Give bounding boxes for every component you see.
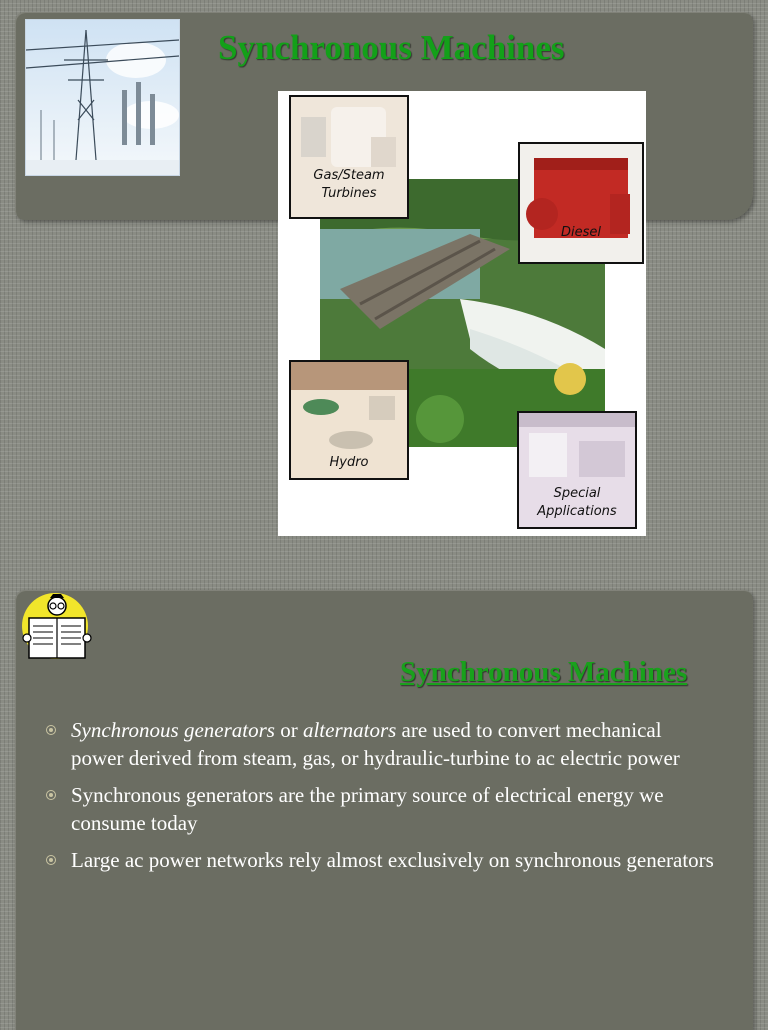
gas-steam-label: Gas/Steam Turbines xyxy=(313,168,385,201)
newspaper-reader-icon xyxy=(19,592,95,664)
slide-title: Synchronous Machines xyxy=(400,656,688,688)
special-applications-label: Special Applications xyxy=(537,486,617,519)
bullet-list xyxy=(46,716,716,883)
bullet-conjunction: or xyxy=(274,718,303,742)
diesel-label: Diesel xyxy=(560,225,601,240)
page-title: Synchronous Machines xyxy=(218,28,565,67)
diesel-thumb xyxy=(518,142,644,264)
power-lines-photo xyxy=(25,19,180,176)
bullet-icon xyxy=(46,725,56,735)
bullet-text: Synchronous generators are the primary source of electrical energy we consume today xyxy=(71,783,664,835)
bullet-icon xyxy=(46,790,56,800)
gas-steam-turbines-thumb xyxy=(289,95,409,219)
bullet-text: Large ac power networks rely almost exclusively on synchronous generators xyxy=(71,848,714,872)
term-synchronous-generators: Synchronous generators xyxy=(71,718,275,742)
bullet-text: are used to convert mechanical power derived from steam, gas, or hydraulic-turbine to ac electric power xyxy=(71,718,680,770)
special-applications-thumb xyxy=(517,411,637,529)
term-alternators: alternators xyxy=(302,718,397,742)
bullet-item xyxy=(46,846,716,874)
hydro-thumb xyxy=(289,360,409,480)
generator-types-collage xyxy=(278,91,646,536)
bullet-item xyxy=(46,781,716,837)
hydro-label: Hydro xyxy=(329,455,369,470)
bullet-item xyxy=(46,716,716,772)
bullet-icon xyxy=(46,855,56,865)
